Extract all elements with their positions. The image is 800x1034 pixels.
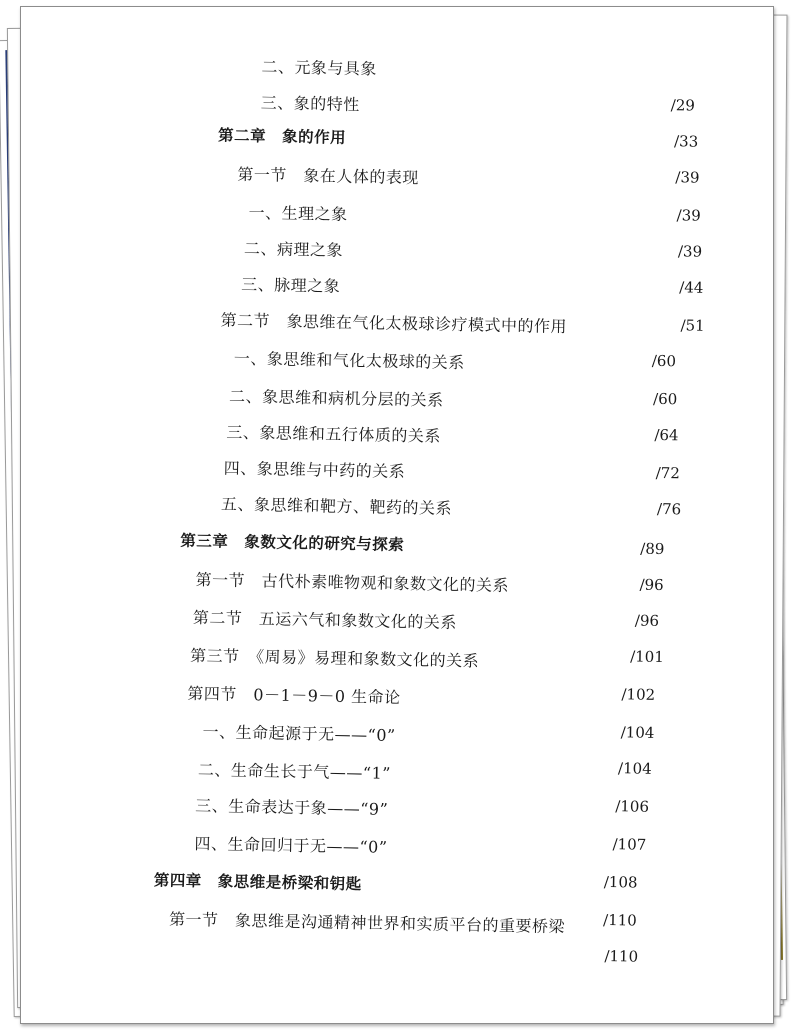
toc-entry-title: 三、象思维和五行体质的关系 bbox=[226, 422, 442, 446]
toc-entry-title: 第一节 象在人体的表现 bbox=[237, 164, 420, 188]
table-of-contents bbox=[20, 6, 774, 1024]
toc-entry-title: 三、脉理之象 bbox=[241, 274, 341, 296]
toc-section-entry bbox=[220, 308, 567, 338]
toc-item-entry bbox=[221, 492, 452, 519]
toc-section-entry bbox=[193, 605, 457, 633]
toc-page-number: /96 bbox=[634, 611, 660, 630]
toc-item-entry bbox=[226, 420, 441, 447]
toc-page-number: /39 bbox=[676, 206, 701, 225]
toc-page-number: /104 bbox=[620, 723, 655, 742]
toc-page-number: /108 bbox=[603, 872, 638, 892]
toc-chapter-entry bbox=[180, 529, 404, 555]
toc-page-number: /110 bbox=[602, 910, 637, 930]
toc-chapter-entry bbox=[154, 868, 362, 894]
toc-entry-title: 第二节 五运六气和象数文化的关系 bbox=[192, 608, 457, 633]
toc-section-entry bbox=[187, 681, 401, 708]
toc-item-entry bbox=[244, 236, 343, 261]
toc-page-number: /60 bbox=[651, 351, 677, 371]
toc-item-entry bbox=[229, 384, 444, 411]
toc-entry-title: 第三章 象数文化的研究与探索 bbox=[180, 531, 405, 555]
toc-page-number: /33 bbox=[673, 132, 699, 151]
toc-page-number: /60 bbox=[652, 389, 678, 409]
toc-entry-title: 第二章 象的作用 bbox=[217, 126, 347, 147]
toc-page-number: /76 bbox=[656, 499, 682, 519]
toc-item-entry bbox=[195, 793, 388, 820]
toc-entry-title: 二、元象与具象 bbox=[261, 57, 378, 79]
toc-item-entry bbox=[261, 90, 360, 115]
toc-page-number: /39 bbox=[675, 168, 700, 187]
toc-entry-title: 一、象思维和气化太极球的关系 bbox=[233, 348, 465, 373]
toc-entry-title: 第四节 0－1－9－0 生命论 bbox=[187, 683, 401, 708]
toc-page bbox=[20, 6, 774, 1024]
toc-page-number: /110 bbox=[604, 946, 639, 966]
toc-entry-title: 第二节 象思维在气化太极球诊疗模式中的作用 bbox=[220, 310, 568, 337]
toc-page-number: /64 bbox=[654, 425, 679, 445]
toc-entry-title: 一、生命起源于无——“0” bbox=[202, 722, 396, 745]
toc-entry-title: 三、生命表达于象——“9” bbox=[195, 796, 389, 819]
toc-page-number: /101 bbox=[630, 647, 665, 667]
toc-chapter-entry bbox=[218, 123, 346, 147]
toc-page-number: /44 bbox=[679, 278, 704, 297]
toc-item-entry bbox=[261, 54, 377, 79]
toc-item-entry bbox=[194, 831, 387, 858]
toc-item-entry bbox=[202, 719, 395, 746]
toc-page-number: /102 bbox=[621, 685, 656, 704]
toc-entry-title: 二、生命生长于气——“1” bbox=[197, 760, 392, 783]
toc-entry-title: 五、象思维和靶方、靶药的关系 bbox=[220, 494, 453, 518]
toc-entry-title: 四、生命回归于无——“0” bbox=[194, 834, 388, 857]
toc-item-entry bbox=[248, 200, 347, 225]
toc-item-entry bbox=[224, 456, 406, 482]
toc-entry-title: 第一节 象思维是沟通精神世界和实质平台的重要桥梁 bbox=[168, 909, 566, 937]
toc-page-number: /104 bbox=[617, 759, 652, 778]
toc-page-number: /89 bbox=[640, 539, 665, 559]
toc-page-number: /72 bbox=[655, 463, 681, 483]
toc-page-number: /96 bbox=[639, 575, 664, 595]
toc-section-entry bbox=[195, 567, 509, 596]
toc-item-entry bbox=[241, 272, 340, 297]
toc-entry-title: 第四章 象思维是桥梁和钥匙 bbox=[153, 871, 362, 894]
toc-item-entry bbox=[198, 757, 391, 784]
toc-entry-title: 二、病理之象 bbox=[243, 238, 344, 260]
toc-entry-title: 二、象思维和病机分层的关系 bbox=[228, 386, 444, 410]
toc-entry-title: 三、象的特性 bbox=[260, 93, 360, 115]
toc-entry-title: 第一节 古代朴素唯物观和象数文化的关系 bbox=[195, 570, 510, 596]
toc-section-entry bbox=[169, 907, 565, 938]
toc-entry-title: 四、象思维与中药的关系 bbox=[223, 458, 406, 482]
toc-page-number: /29 bbox=[670, 96, 696, 115]
toc-section-entry bbox=[190, 643, 479, 672]
toc-entry-title: 一、生理之象 bbox=[248, 203, 348, 224]
toc-page-number: /107 bbox=[612, 835, 647, 854]
toc-page-number: /39 bbox=[677, 242, 703, 261]
toc-entry-title: 第三节 《周易》易理和象数文化的关系 bbox=[189, 645, 480, 671]
toc-page-number: /51 bbox=[680, 316, 705, 335]
toc-page-number: /106 bbox=[615, 797, 650, 816]
toc-item-entry bbox=[234, 346, 465, 373]
toc-section-entry bbox=[237, 162, 419, 188]
